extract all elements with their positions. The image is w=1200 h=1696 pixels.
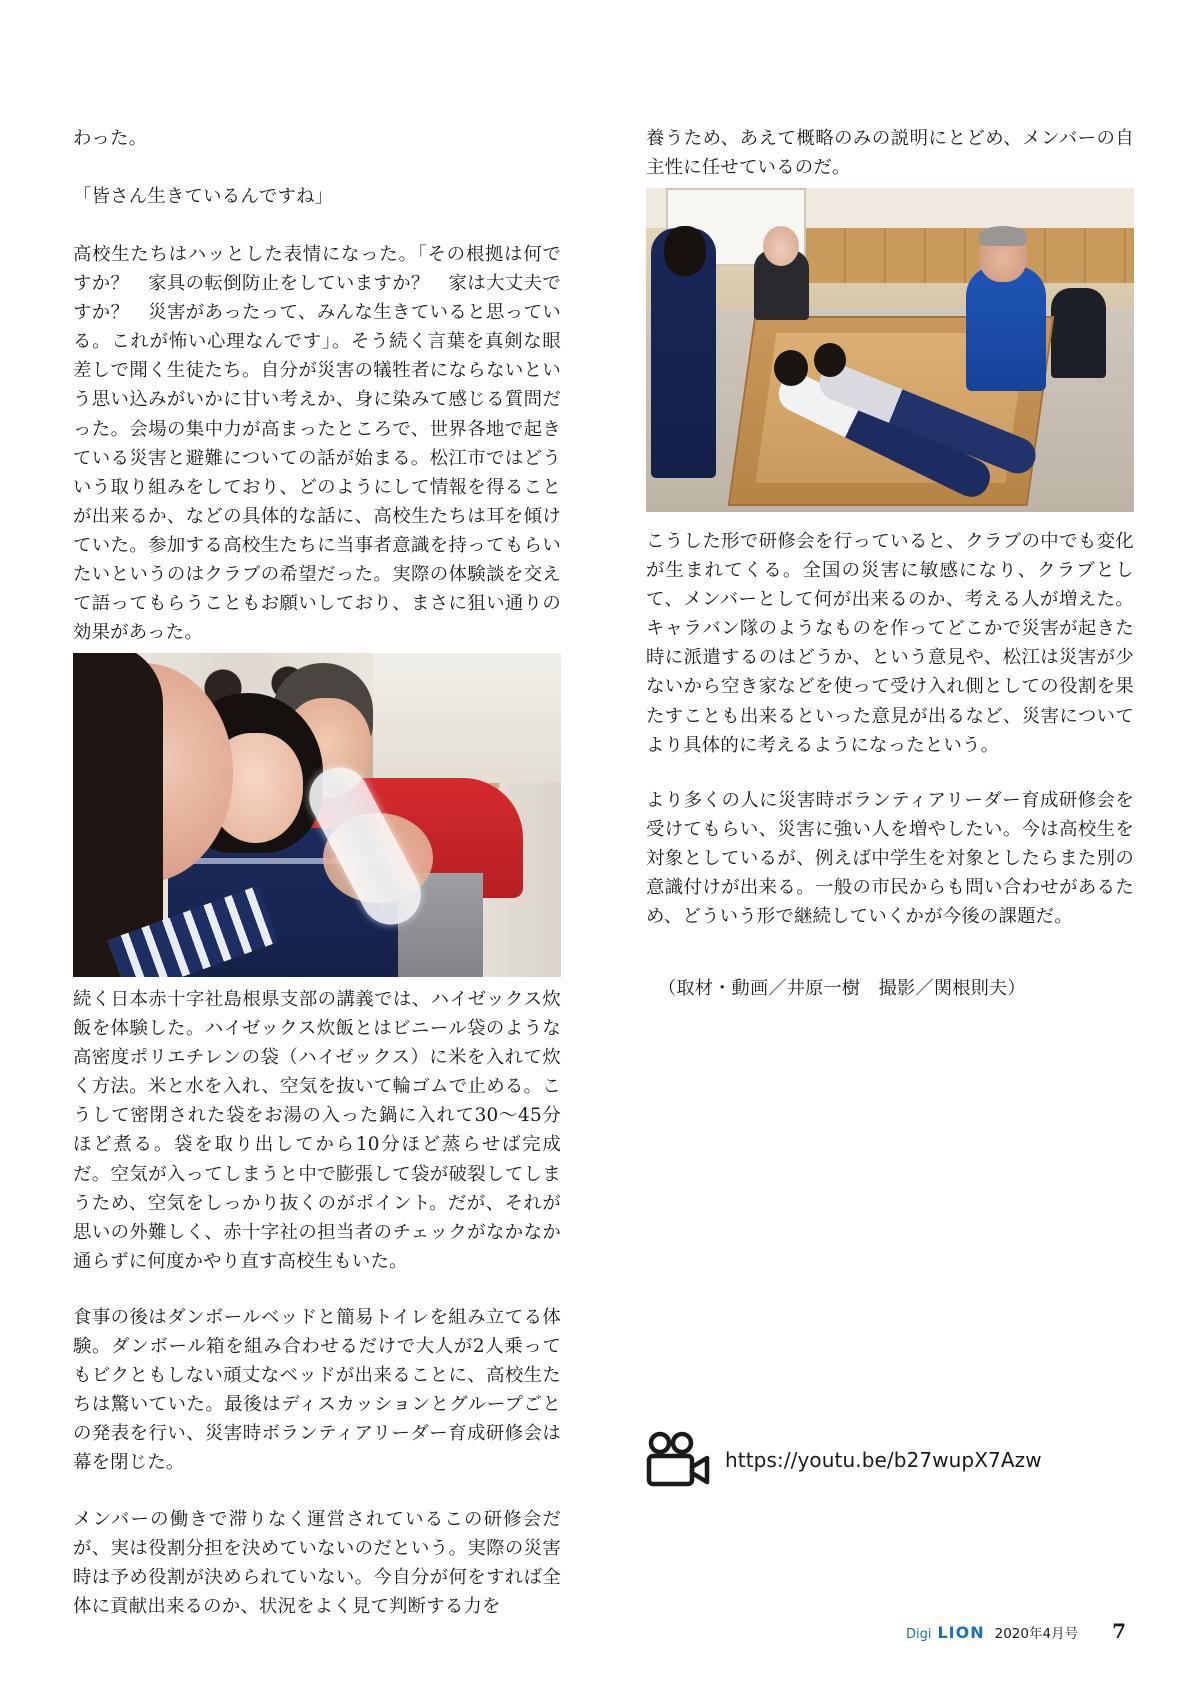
- photo-rice-cooking-demonstration: [73, 653, 561, 977]
- left-paragraph-1: わった。: [73, 128, 148, 149]
- left-paragraph-6: メンバーの働きで滞りなく運営されているこの研修会だが、実は役割分担を決めていないのだという。実際の災害時は予め役割が決められていない。今自分が何をすれば全体に貢献出来るのか、状況をよく見て判断する力を: [73, 1509, 561, 1618]
- youtube-video-link[interactable]: https://youtu.be/b27wupX7Azw: [725, 1448, 1042, 1472]
- left-paragraph-2-quote: 「皆さん生きているんですね」: [73, 186, 334, 207]
- credit-line: （取材・動画／井原一樹 撮影／関根則夫）: [658, 978, 1026, 999]
- right-paragraph-1: 養うため、あえて概略のみの説明にとどめ、メンバーの自主性に任せているのだ。: [646, 128, 1134, 179]
- page-footer: [906, 1619, 1126, 1643]
- right-paragraph-3: より多くの人に災害時ボランティアリーダー育成研修会を受けてもらい、災害に強い人を増やしたい。今は高校生を対象としているが、例えば中学生を対象としたらまた別の意識付けが出来る。一般の市民からも問い合わせがあるため、どういう形で継続していくかが今後の課題だ。: [646, 790, 1134, 928]
- right-paragraph-2: こうした形で研修会を行っていると、クラブの中でも変化が生まれてくる。全国の災害に敏感になり、クラブとして、メンバーとして何が出来るのか、考える人が増えた。キャラバン隊のようなものを作ってどこかで災害が起きた時に派遣するのはどうか、という意見や、松江は災害が少ないから空き家などを使って受け入れ側としての役割を果たすことも出来るといった意見が出るなど、災害についてより具体的に考えるようになったという。: [646, 531, 1134, 756]
- photo-cardboard-beds: [646, 188, 1134, 512]
- left-paragraph-4: 続く日本赤十字社島根県支部の講義では、ハイゼックス炊飯を体験した。ハイゼックス炊飯とはビニール袋のような高密度ポリエチレンの袋（ハイゼックス）に米を入れて炊く方法。米と水を入れ、空気を抜いて輪ゴムで止める。こうして密閉された袋をお湯の入った鍋に入れて30〜45分ほど煮る。袋を取り出してから10分ほど蒸らせば完成だ。空気が入ってしまうと中で膨張して袋が破裂してしまうため、空気をしっかり抜くのがポイント。だが、それが思いの外難しく、赤十字社の担当者のチェックがなかなか通らずに何度かやり直す高校生もいた。: [73, 989, 561, 1272]
- footer-lion-logo: LION: [937, 1623, 985, 1642]
- footer-issue: 2020年4月号: [994, 1626, 1079, 1642]
- left-paragraph-3: 高校生たちはハッとした表情になった。「その根拠は何ですか？ 家具の転倒防止をしていますか？ 家は大丈夫ですか？ 災害があったって、みんな生きていると思っている。これが怖い心理なんです」。そう続く言葉を真剣な眼差しで聞く生徒たち。自分が災害の犠牲者にならないという思い込みがいかに甘い考えか、身に染みて感じる質問だった。会場の集中力が高まったところで、世界各地で起きている災害と避難についての話が始まる。松江市ではどういう取り組みをしており、どのようにして情報を得ることが出来るか、などの具体的な話に、高校生たちは耳を傾けていた。参加する高校生たちに当事者意識を持ってもらいたいというのはクラブの希望だった。実際の体験談を交えて語ってもらうこともお願いしており、まさに狙い通りの効果があった。: [73, 244, 561, 644]
- video-camera-icon[interactable]: [646, 1430, 710, 1488]
- left-paragraph-5: 食事の後はダンボールベッドと簡易トイレを組み立てる体験。ダンボール箱を組み合わせるだけで大人が2人乗ってもビクともしない頑丈なベッドが出来ることに、高校生たちは驚いていた。最後はディスカッションとグループごとの発表を行い、災害時ボランティアリーダー育成研修会は幕を閉じた。: [73, 1307, 561, 1474]
- footer-digi: Digi: [905, 1627, 932, 1642]
- video-link-row[interactable]: [646, 1430, 1134, 1494]
- page-number: 7: [1112, 1619, 1126, 1643]
